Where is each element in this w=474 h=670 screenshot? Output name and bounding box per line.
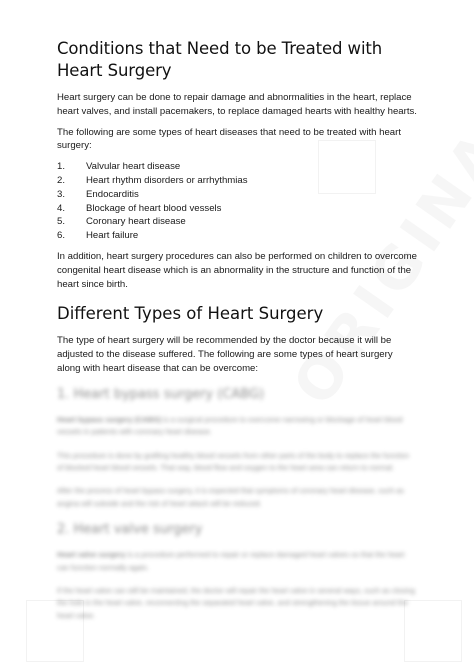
- list-text: Endocarditis: [86, 188, 139, 200]
- intro-paragraph: Heart surgery can be done to repair damage and abnormalities in the heart, replace heart valves, and install pacemakers, to replace damaged hearts with healthy hearts.: [57, 92, 417, 117]
- valve-repair-paragraph: If the heart valve can still be maintained, the doctor will repair the heart valve in several ways, such as closing the hole in the heart valve, reconnecting the separated heart valve, and strengthening the tissue around the heart valve.: [57, 586, 415, 620]
- outro-paragraph: In addition, heart surgery procedures can also be performed on children to overcome congenital heart disease which is an abnormality in the structure and function of the heart since birth.: [57, 250, 417, 290]
- list-number: 5.: [57, 216, 66, 228]
- list-item: [57, 188, 417, 202]
- valve-paragraph: [57, 549, 417, 574]
- list-number: 3.: [57, 188, 66, 200]
- heart-disease-list: [57, 160, 417, 243]
- bypass-paragraph: [57, 414, 417, 439]
- list-intro-paragraph: The following are some types of heart diseases that need to be treated with heart surgery:: [57, 126, 401, 152]
- section-title-conditions: Conditions that Need to be Treated with Heart Surgery: [57, 39, 383, 80]
- list-number: 2.: [57, 174, 66, 186]
- list-item: [57, 174, 417, 188]
- section-title-types: Different Types of Heart Surgery: [57, 304, 324, 324]
- bypass-definition: is a surgical procedure to overcome narrowing or blockage of heart blood vessels in patients with coronary heart disease.: [57, 414, 403, 437]
- list-number: 6.: [57, 230, 66, 242]
- types-intro-paragraph: The type of heart surgery will be recommended by the doctor because it will be adjusted to the disease suffered. The following are some types of heart surgery along with heart disease that can be overcome:: [57, 335, 393, 374]
- list-text: Heart failure: [86, 230, 139, 242]
- bypass-outcome-paragraph: After the process of heart bypass surgery, it is expected that symptoms of coronary heart disease, such as angina will subside and the risk of heart attack will be reduced.: [57, 486, 404, 508]
- list-text: Heart rhythm disorders or arrhythmias: [86, 174, 248, 186]
- valve-term: Heart valve surgery: [57, 550, 126, 560]
- list-number: 4.: [57, 202, 66, 214]
- list-item: [57, 215, 417, 229]
- subheading-valve: 2. Heart valve surgery: [57, 522, 203, 538]
- list-item: [57, 202, 417, 216]
- list-item: [57, 229, 417, 243]
- document-page: [57, 38, 417, 633]
- bypass-term: Heart bypass surgery (CABG): [57, 414, 162, 424]
- list-text: Valvular heart disease: [86, 161, 181, 173]
- list-text: Blockage of heart blood vessels: [86, 202, 222, 214]
- subheading-bypass: 1. Heart bypass surgery (CABG): [57, 386, 265, 402]
- list-text: Coronary heart disease: [86, 216, 186, 228]
- bypass-procedure-paragraph: This procedure is done by grafting healthy blood vessels from other parts of the body to replace the function of blocked heart blood vessels. That way, blood flow and oxygen to the heart area can return to normal.: [57, 450, 410, 472]
- list-number: 1.: [57, 161, 66, 173]
- valve-definition: is a procedure performed to repair or replace damaged heart valves so that the heart can function normally again.: [57, 550, 405, 572]
- list-item: [57, 160, 417, 174]
- blurred-preview: [57, 386, 417, 622]
